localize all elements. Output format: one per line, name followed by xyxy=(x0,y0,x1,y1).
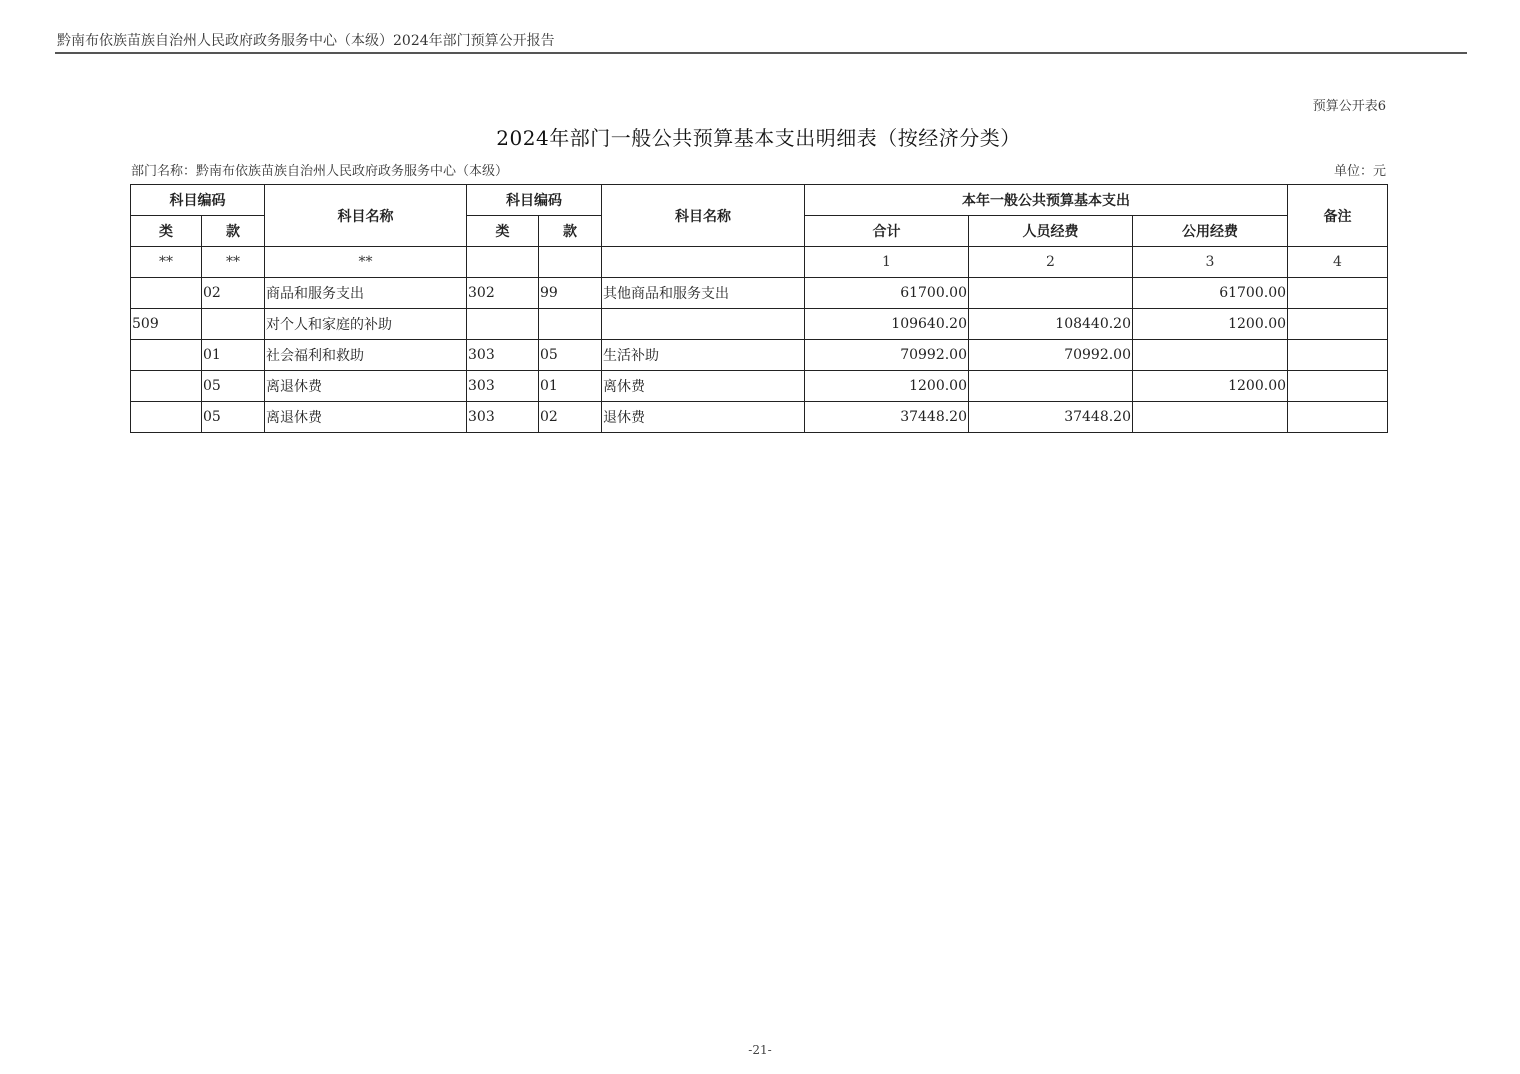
cell-public xyxy=(1133,340,1288,371)
budget-table xyxy=(130,184,1388,433)
cell-econ-lei: 303 xyxy=(467,340,539,371)
cell-kuan: 05 xyxy=(202,402,265,433)
form-number: 预算公开表6 xyxy=(1312,99,1386,114)
cell-econ-name: 退休费 xyxy=(602,402,805,433)
cell-personnel xyxy=(969,371,1133,402)
cell-econ-kuan: 01 xyxy=(539,371,602,402)
cell-public xyxy=(1133,402,1288,433)
header-kuan-2: 款 xyxy=(539,216,602,247)
cell-personnel: 70992.00 xyxy=(969,340,1133,371)
cell-total: 109640.20 xyxy=(805,309,969,340)
cell-lei xyxy=(131,278,202,309)
page-number: -21- xyxy=(748,1043,772,1057)
cell-remark xyxy=(1288,402,1388,433)
table-cell: 3 xyxy=(1133,247,1288,278)
cell-econ-lei: 303 xyxy=(467,402,539,433)
cell-econ-lei xyxy=(467,309,539,340)
table-row xyxy=(131,371,1388,402)
cell-lei: 509 xyxy=(131,309,202,340)
header-subject-name-2: 科目名称 xyxy=(602,185,805,247)
cell-econ-name: 离休费 xyxy=(602,371,805,402)
cell-remark xyxy=(1288,371,1388,402)
header-subject-code-1: 科目编码 xyxy=(131,185,265,216)
cell-econ-name: 其他商品和服务支出 xyxy=(602,278,805,309)
cell-personnel: 108440.20 xyxy=(969,309,1133,340)
table-row xyxy=(131,340,1388,371)
cell-public: 1200.00 xyxy=(1133,309,1288,340)
cell-lei xyxy=(131,340,202,371)
header-subject-name-1: 科目名称 xyxy=(265,185,467,247)
header-total: 合计 xyxy=(805,216,969,247)
cell-econ-name xyxy=(602,309,805,340)
table-row xyxy=(131,402,1388,433)
cell-kuan: 01 xyxy=(202,340,265,371)
table-row xyxy=(131,309,1388,340)
table-cell xyxy=(602,247,805,278)
header-personnel: 人员经费 xyxy=(969,216,1133,247)
table-cell: ** xyxy=(131,247,202,278)
table-header xyxy=(131,185,1388,247)
cell-total: 61700.00 xyxy=(805,278,969,309)
page-title: 2024年部门一般公共预算基本支出明细表（按经济分类） xyxy=(496,126,1021,150)
table-cell: 2 xyxy=(969,247,1133,278)
cell-remark xyxy=(1288,340,1388,371)
running-header: 黔南布依族苗族自治州人民政府政务服务中心（本级）2024年部门预算公开报告 xyxy=(57,33,555,49)
cell-personnel: 37448.20 xyxy=(969,402,1133,433)
cell-personnel xyxy=(969,278,1133,309)
cell-public: 1200.00 xyxy=(1133,371,1288,402)
cell-public: 61700.00 xyxy=(1133,278,1288,309)
unit-label: 单位：元 xyxy=(1333,164,1386,179)
cell-subject-name: 离退休费 xyxy=(265,371,467,402)
header-kuan-1: 款 xyxy=(202,216,265,247)
cell-lei xyxy=(131,371,202,402)
cell-subject-name: 离退休费 xyxy=(265,402,467,433)
cell-subject-name: 社会福利和救助 xyxy=(265,340,467,371)
header-expense-group: 本年一般公共预算基本支出 xyxy=(805,185,1288,216)
table-cell xyxy=(467,247,539,278)
cell-total: 37448.20 xyxy=(805,402,969,433)
header-lei-2: 类 xyxy=(467,216,539,247)
cell-remark xyxy=(1288,278,1388,309)
cell-total: 1200.00 xyxy=(805,371,969,402)
cell-remark xyxy=(1288,309,1388,340)
table-cell: ** xyxy=(265,247,467,278)
table-cell xyxy=(539,247,602,278)
table-row xyxy=(131,278,1388,309)
header-lei-1: 类 xyxy=(131,216,202,247)
cell-subject-name: 对个人和家庭的补助 xyxy=(265,309,467,340)
cell-subject-name: 商品和服务支出 xyxy=(265,278,467,309)
cell-kuan: 05 xyxy=(202,371,265,402)
header-public: 公用经费 xyxy=(1133,216,1288,247)
header-subject-code-2: 科目编码 xyxy=(467,185,602,216)
index-row xyxy=(131,247,1388,278)
cell-econ-kuan: 99 xyxy=(539,278,602,309)
cell-econ-kuan: 02 xyxy=(539,402,602,433)
table-cell: 4 xyxy=(1288,247,1388,278)
table-cell: 1 xyxy=(805,247,969,278)
table-body xyxy=(131,247,1388,433)
cell-kuan: 02 xyxy=(202,278,265,309)
cell-econ-lei: 303 xyxy=(467,371,539,402)
header-rule xyxy=(55,52,1467,54)
cell-econ-name: 生活补助 xyxy=(602,340,805,371)
cell-kuan xyxy=(202,309,265,340)
cell-econ-kuan xyxy=(539,309,602,340)
cell-econ-kuan: 05 xyxy=(539,340,602,371)
cell-total: 70992.00 xyxy=(805,340,969,371)
table-cell: ** xyxy=(202,247,265,278)
cell-lei xyxy=(131,402,202,433)
header-remark: 备注 xyxy=(1288,185,1388,247)
department-label: 部门名称：黔南布依族苗族自治州人民政府政务服务中心（本级） xyxy=(131,164,509,179)
cell-econ-lei: 302 xyxy=(467,278,539,309)
